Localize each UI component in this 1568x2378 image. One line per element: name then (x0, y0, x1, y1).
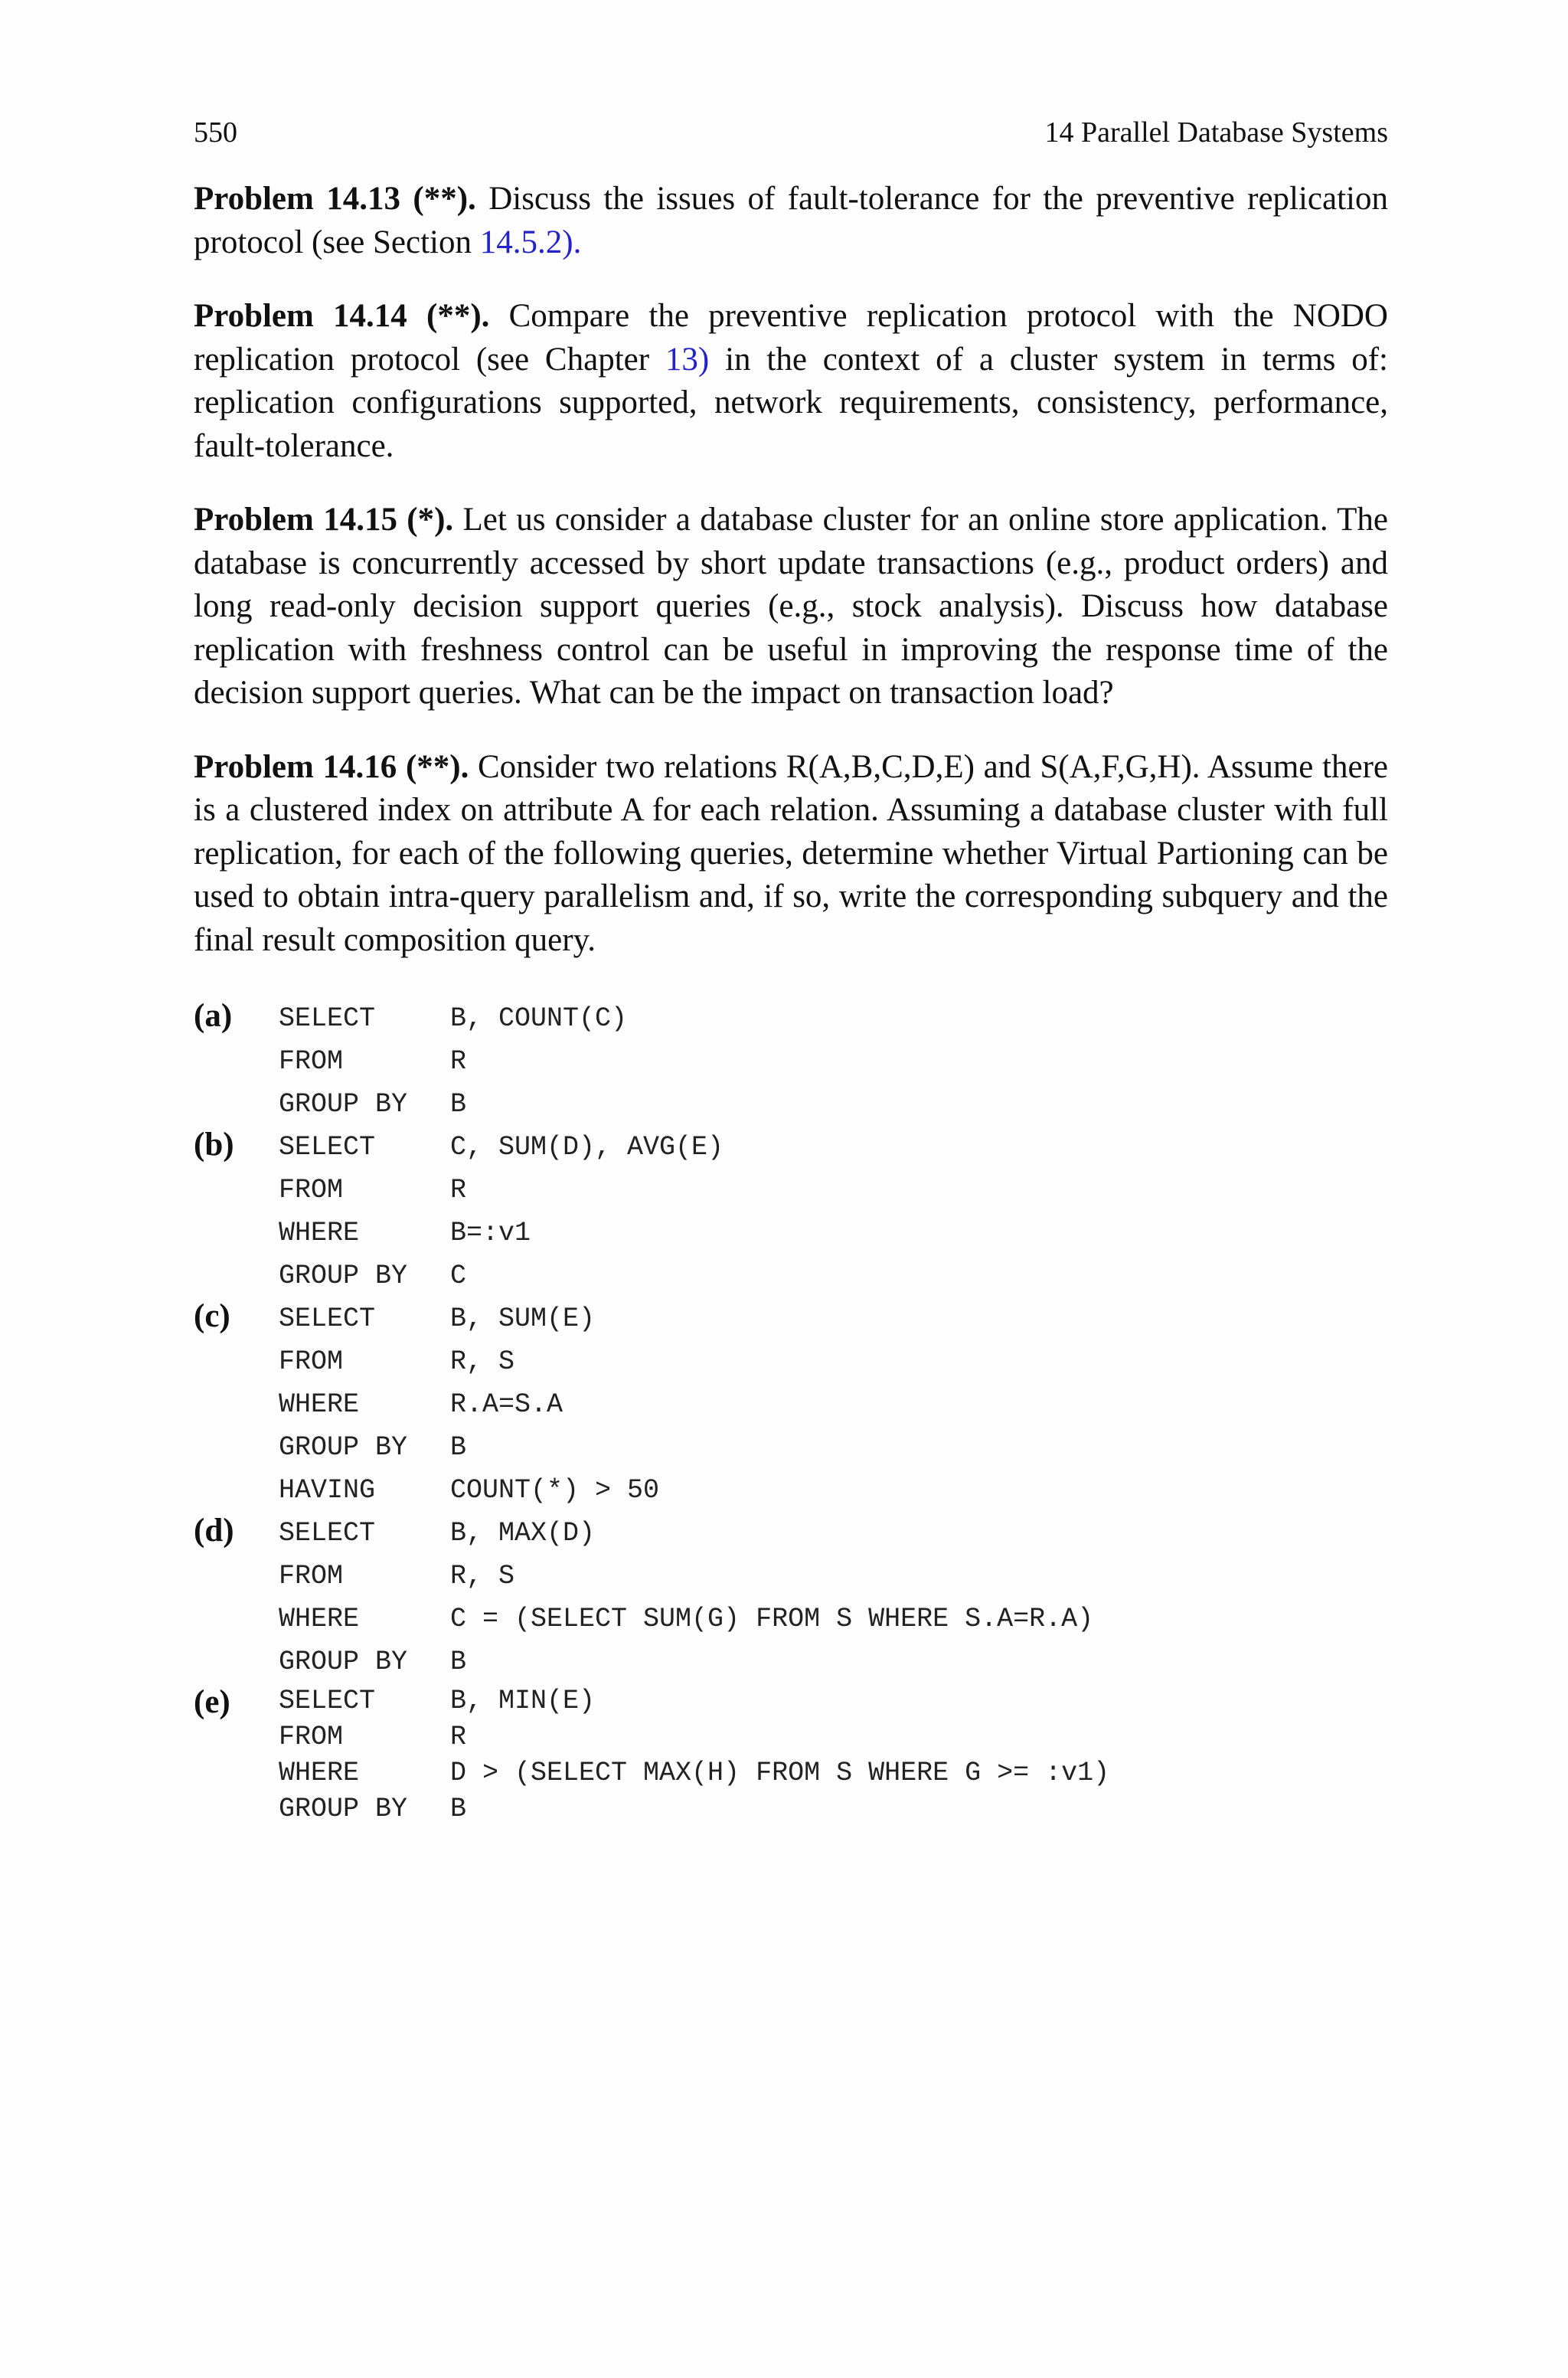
sql-expression: B (450, 1647, 467, 1677)
running-head (194, 115, 1388, 150)
sql-expression: R, S (450, 1346, 515, 1377)
sql-keyword: GROUP BY (279, 1432, 408, 1463)
sql-keyword: FROM (279, 1046, 344, 1077)
query-label: (e) (194, 1684, 230, 1720)
sql-keyword: FROM (279, 1561, 344, 1591)
sql-line (279, 1598, 1388, 1640)
sql-keyword: SELECT (279, 1686, 376, 1716)
query-b (194, 1126, 1388, 1297)
sql-expression: B, MIN(E) (450, 1686, 596, 1716)
sql-expression: C = (SELECT SUM(G) FROM S WHERE S.A=R.A) (450, 1604, 1094, 1634)
problem-text: Discuss the issues of fault-tolerance for the preventive replication protocol (see Section (194, 181, 1388, 260)
problem-14-15 (194, 499, 1388, 715)
sql-keyword: FROM (279, 1175, 344, 1205)
problem-14-13 (194, 178, 1388, 264)
problem-text-continued: in the context of a cluster system in terms of: replication configurations supported, network requirements, consistency, performance, fault-tolerance. (194, 341, 1388, 464)
sql-keyword: GROUP BY (279, 1794, 408, 1824)
problem-14-14 (194, 295, 1388, 468)
sql-line (279, 1426, 1388, 1469)
problem-title: Problem 14.15 (*). (194, 502, 454, 538)
sql-keyword: SELECT (279, 1518, 376, 1549)
query-label: (b) (194, 1127, 234, 1163)
sql-expression: B, COUNT(C) (450, 1003, 628, 1034)
query-label: (a) (194, 998, 233, 1034)
sql-expression: B (450, 1432, 467, 1463)
problem-text: Let us consider a database cluster for an online store application. The database is concurrently accessed by short update transactions (e.g., product orders) and long read-only decision support queries (e.g., stock analysis). Discuss how database replication with freshness control can be useful in improving the response time of the decision support queries. What can be the impact on transaction load? (194, 502, 1388, 711)
sql-line (279, 1719, 1388, 1755)
query-list (194, 997, 1388, 1827)
problem-title: Problem 14.14 (**). (194, 298, 490, 334)
query-label: (d) (194, 1513, 234, 1549)
sql-expression: B=:v1 (450, 1218, 531, 1248)
problem-text: Consider two relations R(A,B,C,D,E) and S(A,F,G,H). Assume there is a clustered index on attribute A for each relation. Assuming a database cluster with full replication, for each of the following queries, determine whether Virtual Partioning can be used to obtain intra-query parallelism and, if so, write the corresponding subquery and the final result composition query. (194, 748, 1388, 958)
query-c (194, 1297, 1388, 1512)
sql-expression: B, MAX(D) (450, 1518, 596, 1549)
problem-text: Compare the preventive replication protocol with the NODO replication protocol (see Chapter (194, 298, 1388, 378)
problem-title: Problem 14.13 (**). (194, 181, 476, 217)
sql-line (279, 1791, 1388, 1827)
sql-keyword: FROM (279, 1722, 344, 1752)
problem-title: Problem 14.16 (**). (194, 748, 469, 785)
sql-expression: C, SUM(D), AVG(E) (450, 1132, 724, 1163)
sql-keyword: SELECT (279, 1303, 376, 1334)
sql-line (279, 1512, 1388, 1555)
sql-line (279, 1683, 1388, 1719)
query-e (194, 1683, 1388, 1827)
sql-expression: B (450, 1089, 467, 1120)
sql-expression: R (450, 1175, 467, 1205)
sql-line (279, 1640, 1388, 1683)
sql-keyword: WHERE (279, 1758, 360, 1788)
sql-keyword: GROUP BY (279, 1647, 408, 1677)
sql-keyword: SELECT (279, 1132, 376, 1163)
sql-line (279, 1126, 1388, 1169)
sql-expression: C (450, 1261, 467, 1291)
chapter-title: 14 Parallel Database Systems (1044, 116, 1388, 149)
sql-keyword: WHERE (279, 1218, 360, 1248)
sql-line (279, 1040, 1388, 1083)
sql-keyword: GROUP BY (279, 1261, 408, 1291)
page-number: 550 (194, 116, 237, 149)
sql-line (279, 1340, 1388, 1383)
sql-line (279, 1169, 1388, 1212)
sql-line (279, 1254, 1388, 1297)
section-link[interactable]: 14.5.2). (479, 224, 582, 260)
sql-expression: R, S (450, 1561, 515, 1591)
sql-line (279, 1469, 1388, 1512)
sql-expression: R.A=S.A (450, 1389, 564, 1420)
chapter-link[interactable]: 13) (665, 341, 710, 378)
sql-line (279, 997, 1388, 1040)
sql-line (279, 1083, 1388, 1126)
sql-line (279, 1212, 1388, 1254)
sql-line (279, 1755, 1388, 1791)
query-label: (c) (194, 1298, 230, 1334)
book-page (194, 115, 1388, 1827)
sql-line (279, 1297, 1388, 1340)
sql-keyword: WHERE (279, 1604, 360, 1634)
problem-14-16 (194, 746, 1388, 963)
query-a (194, 997, 1388, 1126)
sql-expression: D > (SELECT MAX(H) FROM S WHERE G >= :v1) (450, 1758, 1110, 1788)
sql-keyword: FROM (279, 1346, 344, 1377)
sql-keyword: HAVING (279, 1475, 376, 1506)
sql-expression: R (450, 1722, 467, 1752)
query-d (194, 1512, 1388, 1683)
sql-expression: COUNT(*) > 50 (450, 1475, 660, 1506)
sql-keyword: SELECT (279, 1003, 376, 1034)
sql-keyword: WHERE (279, 1389, 360, 1420)
sql-expression: B (450, 1794, 467, 1824)
sql-keyword: GROUP BY (279, 1089, 408, 1120)
sql-line (279, 1555, 1388, 1598)
sql-expression: B, SUM(E) (450, 1303, 596, 1334)
sql-line (279, 1383, 1388, 1426)
sql-expression: R (450, 1046, 467, 1077)
